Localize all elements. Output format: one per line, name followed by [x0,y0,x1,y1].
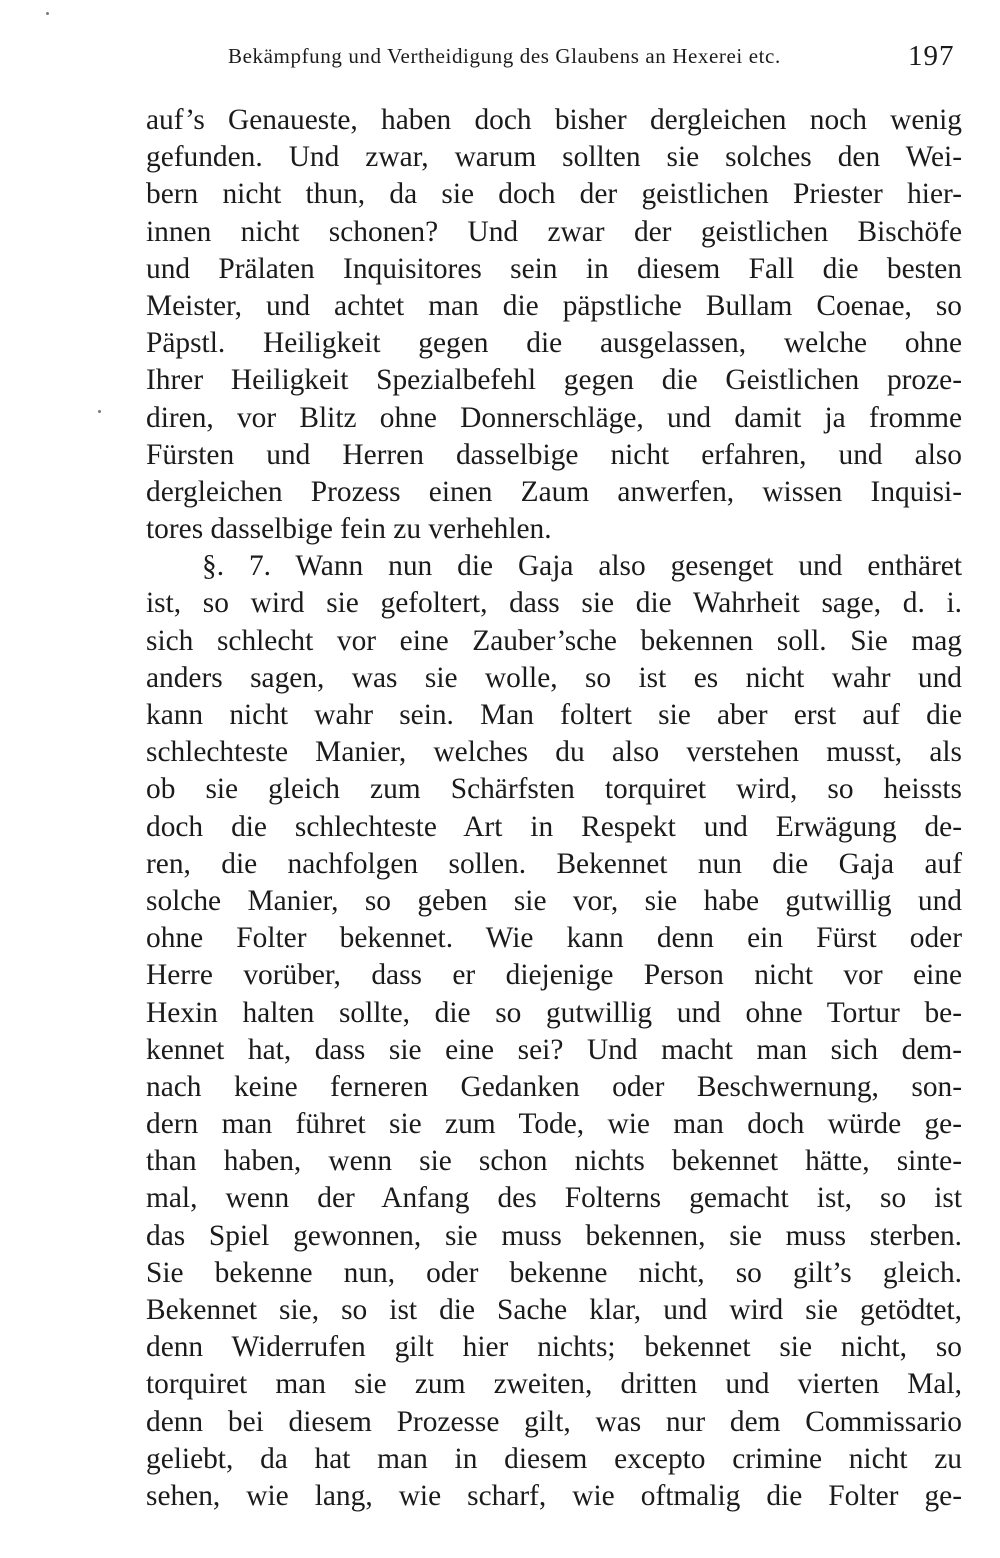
text-line: torquiret man sie zum zweiten, dritten und vierten Mal, [146,1368,962,1401]
text-line: sich schlecht vor eine Zauber’sche bekennen soll. Sie mag [146,624,962,657]
running-title: Bekämpfung und Vertheidigung des Glaubens an Hexerei etc. [228,44,781,68]
text-line: Sie bekenne nun, oder bekenne nicht, so gilt’s gleich. [146,1256,962,1289]
text-line: Ihrer Heiligkeit Spezialbefehl gegen die Geistlichen proze- [146,364,962,397]
text-line: Päpstl. Heiligkeit gegen die ausgelassen, welche ohne [146,327,962,360]
text-line: dern man führet sie zum Tode, wie man doch würde ge- [146,1108,962,1141]
text-line: geliebt, da hat man in diesem excepto crimine nicht zu [146,1442,962,1475]
text-line: schlechteste Manier, welches du also verstehen musst, als [146,736,962,769]
text-line: diren, vor Blitz ohne Donnerschläge, und damit ja fromme [146,401,962,434]
body-text [146,102,962,1515]
margin-speck [98,410,101,413]
text-line: Meister, und achtet man die päpstliche Bullam Coenae, so [146,289,962,322]
text-line: anders sagen, was sie wolle, so ist es nicht wahr und [146,661,962,694]
text-line: ren, die nachfolgen sollen. Bekennet nun die Gaja auf [146,847,962,880]
text-line: kann nicht wahr sein. Man foltert sie aber erst auf die [146,699,962,731]
text-line: auf’s Genaueste, haben doch bisher dergleichen noch wenig [146,104,962,136]
text-line: ist, so wird sie gefoltert, dass sie die Wahrheit sage, d. i. [146,587,962,620]
text-line: Bekennet sie, so ist die Sache klar, und wird sie getödtet, [146,1294,962,1326]
text-line: kennet hat, dass sie eine sei? Und macht man sich dem- [146,1033,962,1066]
text-line: Hexin halten sollte, die so gutwillig und ohne Tortur be- [146,996,962,1029]
text-line: denn bei diesem Prozesse gilt, was nur dem Commissario [146,1405,962,1438]
text-line: bern nicht thun, da sie doch der geistlichen Priester hier- [146,178,962,211]
margin-speck [46,12,49,15]
section-start-line: §. 7. Wann nun die Gaja also gesenget und enthäret [202,550,962,583]
text-line: dergleichen Prozess einen Zaum anwerfen, wissen Inquisi- [146,475,962,508]
text-line: ob sie gleich zum Schärfsten torquiret wird, so heissts [146,773,962,806]
text-line: nach keine ferneren Gedanken oder Beschwernung, son- [146,1070,962,1103]
text-line: sehen, wie lang, wie scharf, wie oftmalig die Folter ge- [146,1479,962,1512]
running-head [228,38,960,78]
text-line: Fürsten und Herren dasselbige nicht erfahren, und also [146,438,962,471]
text-line: und Prälaten Inquisitores sein in diesem Fall die besten [146,252,962,285]
text-line: innen nicht schonen? Und zwar der geistlichen Bischöfe [146,215,962,248]
text-line: das Spiel gewonnen, sie muss bekennen, sie muss sterben. [146,1219,962,1252]
text-line: ohne Folter bekennet. Wie kann denn ein Fürst oder [146,922,962,955]
page-number: 197 [908,40,955,72]
text-line: Herre vorüber, dass er diejenige Person nicht vor eine [146,959,962,992]
text-line: denn Widerrufen gilt hier nichts; bekennet sie nicht, so [146,1331,962,1364]
text-line: mal, wenn der Anfang des Folterns gemacht ist, so ist [146,1182,962,1215]
text-line: doch die schlechteste Art in Respekt und Erwägung de- [146,810,962,843]
paragraph-end-line: tores dasselbige fein zu verhehlen. [146,513,552,546]
text-line: gefunden. Und zwar, warum sollten sie solches den Wei- [146,141,962,174]
text-line: than haben, wenn sie schon nichts bekennet hätte, sinte- [146,1145,962,1178]
text-line: solche Manier, so geben sie vor, sie habe gutwillig und [146,884,962,917]
